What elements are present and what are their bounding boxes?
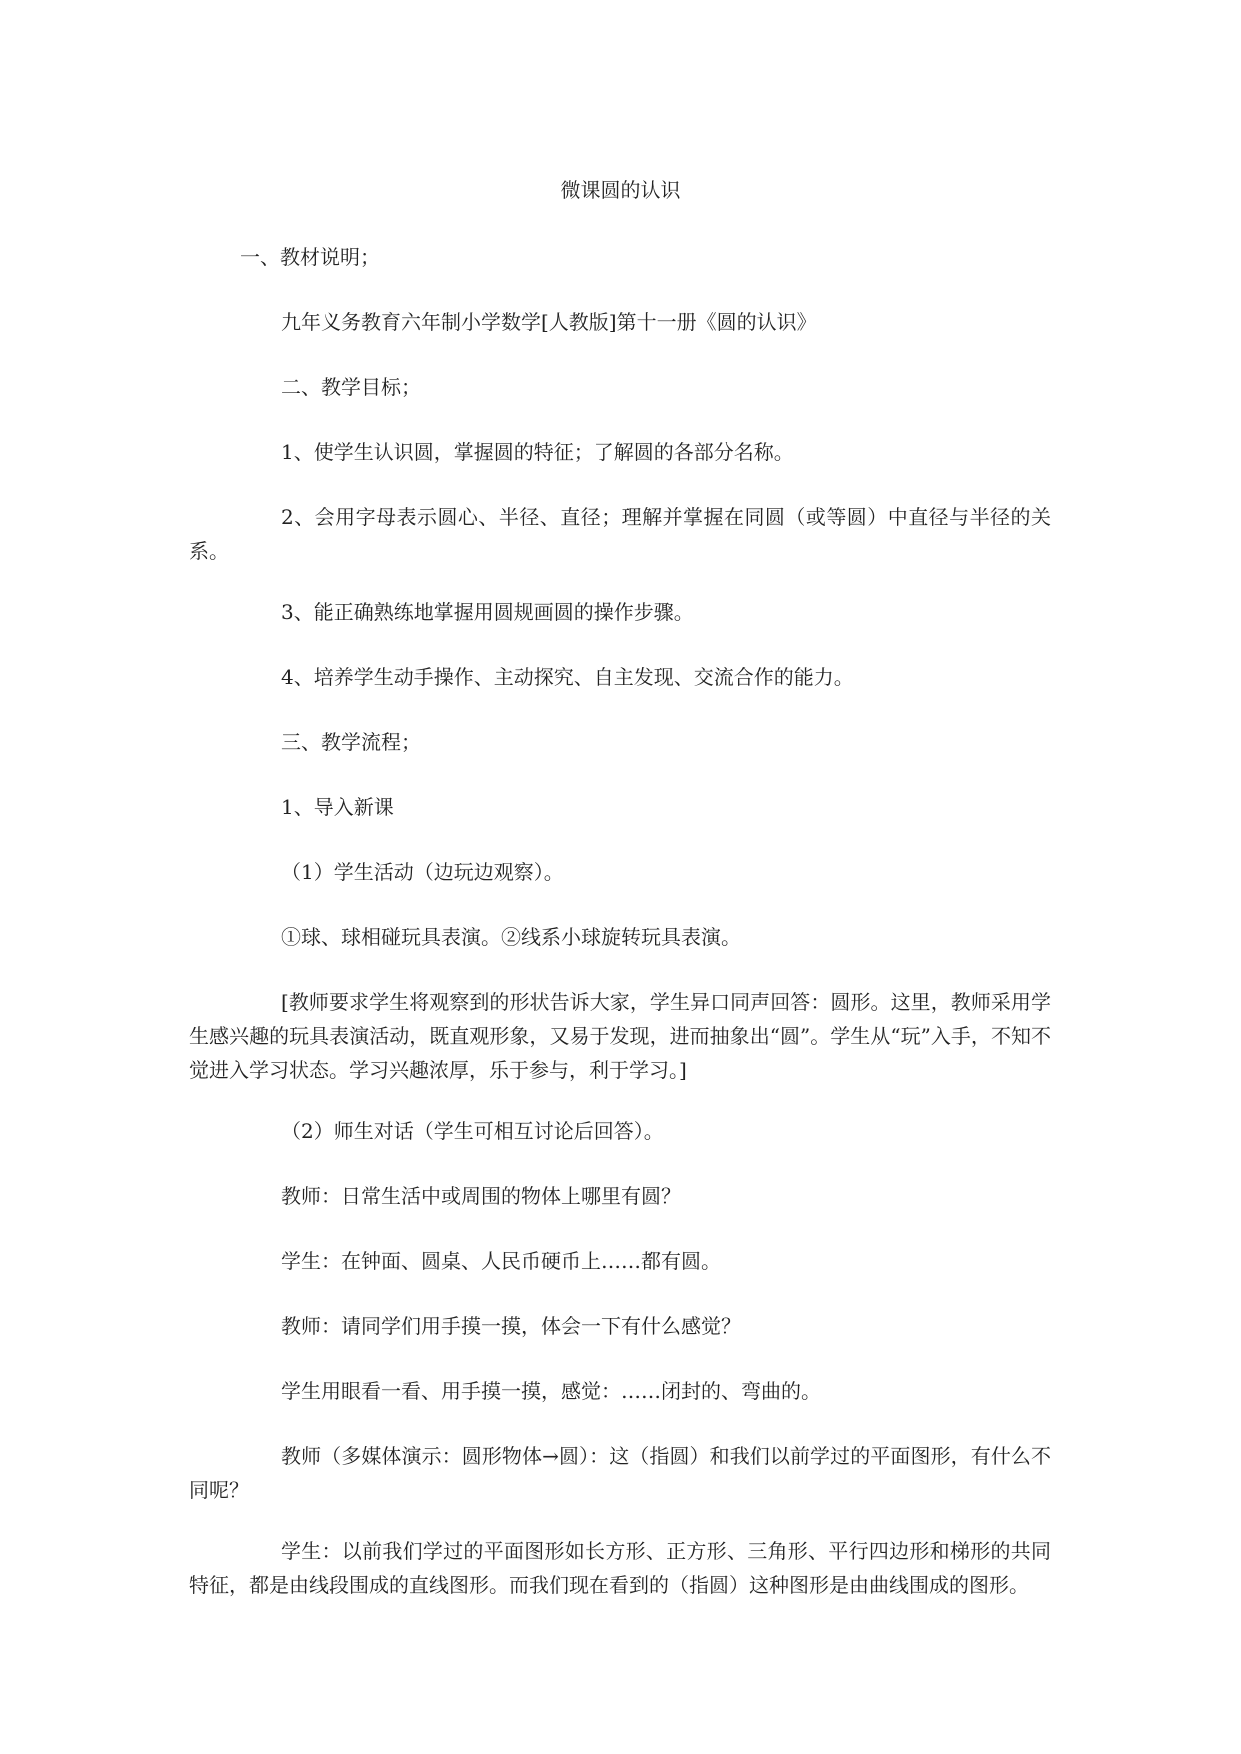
objective-3: 3、能正确熟练地掌握用圆规画圆的操作步骤。 <box>281 600 694 624</box>
activity-2: （2）师生对话（学生可相互讨论后回答）。 <box>281 1119 664 1143</box>
dialogue-teacher-2: 教师：请同学们用手摸一摸，体会一下有什么感觉？ <box>281 1314 741 1338</box>
activity-1-detail: ①球、球相碰玩具表演。②线系小球旋转玩具表演。 <box>281 925 741 949</box>
section-heading-process: 三、教学流程； <box>281 730 421 754</box>
objective-4: 4、培养学生动手操作、主动探究、自主发现、交流合作的能力。 <box>281 665 854 689</box>
dialogue-student-2: 学生用眼看一看、用手摸一摸，感觉：……闭封的、弯曲的。 <box>281 1379 821 1403</box>
dialogue-teacher-1: 教师：日常生活中或周围的物体上哪里有圆？ <box>281 1184 681 1208</box>
objective-1: 1、使学生认识圆，掌握圆的特征；了解圆的各部分名称。 <box>281 440 794 464</box>
step-intro: 1、导入新课 <box>281 795 394 819</box>
paragraph-textbook: 九年义务教育六年制小学数学[人教版]第十一册《圆的认识》 <box>281 310 817 334</box>
teacher-note: [教师要求学生将观察到的形状告诉大家，学生异口同声回答：圆形。这里，教师采用学生感兴趣的玩具表演活动，既直观形象，又易于发现，进而抽象出“圆”。学生从“玩”入手，不知不觉进入学习状态。学习兴趣浓厚，乐于参与，利于学习。] <box>189 990 1051 1082</box>
document-title: 微课圆的认识 <box>560 178 681 202</box>
section-heading-materials: 一、教材说明； <box>240 245 380 269</box>
dialogue-teacher-3: 教师（多媒体演示：圆形物体→圆）：这（指圆）和我们以前学过的平面图形，有什么不同呢？ <box>189 1444 1051 1502</box>
section-heading-objectives: 二、教学目标； <box>281 375 421 399</box>
document-body <box>189 240 1051 1629</box>
dialogue-student-1: 学生：在钟面、圆桌、人民币硬币上……都有圆。 <box>281 1249 721 1273</box>
dialogue-student-3: 学生：以前我们学过的平面图形如长方形、正方形、三角形、平行四边形和梯形的共同特征，都是由线段围成的直线图形。而我们现在看到的（指圆）这种图形是由曲线围成的图形。 <box>189 1539 1051 1597</box>
activity-1: （1）学生活动（边玩边观察）。 <box>281 860 564 884</box>
objective-2: 2、会用字母表示圆心、半径、直径；理解并掌握在同圆（或等圆）中直径与半径的关系。 <box>189 505 1051 563</box>
